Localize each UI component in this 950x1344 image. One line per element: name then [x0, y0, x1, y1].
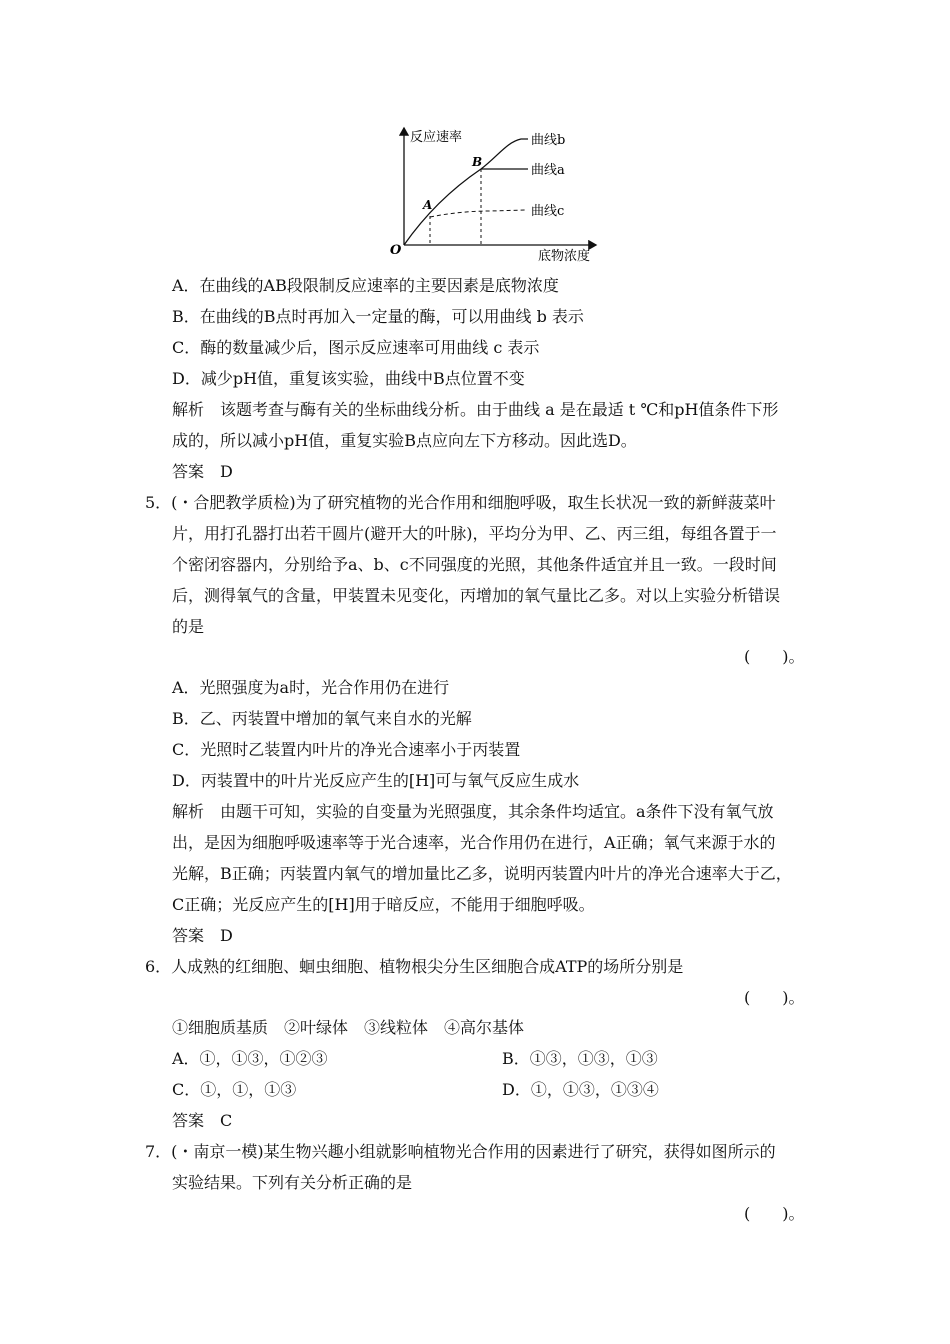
- q5-stem-line-5: 的是: [172, 617, 205, 636]
- q5-analysis-line-1: 解析 由题干可知，实验的自变量为光照强度，其余条件均适宜。a条件下没有氧气放: [172, 802, 774, 821]
- q5-answer: 答案 D: [172, 926, 233, 945]
- q4-answer: 答案 D: [172, 462, 233, 481]
- q5-option-d: D．丙装置中的叶片光反应产生的[H]可与氧气反应生成水: [172, 771, 580, 790]
- q5-analysis-line-3: 光解，B正确；丙装置内氧气的增加量比乙多，说明丙装置内叶片的净光合速率大于乙，: [172, 864, 792, 883]
- q6-items: ①细胞质基质 ②叶绿体 ③线粒体 ④高尔基体: [172, 1018, 525, 1037]
- origin-label: O: [390, 243, 402, 258]
- q6-option-a: A．①，①③，①②③: [172, 1049, 328, 1068]
- q5-stem-line-1: 5．(・合肥教学质检)为了研究植物的光合作用和细胞呼吸，取生长状况一致的新鲜菠菜叶: [145, 493, 776, 512]
- q5-analysis-line-4: C正确；光反应产生的[H]用于暗反应，不能用于细胞呼吸。: [172, 895, 595, 914]
- q4-option-a: A．在曲线的AB段限制反应速率的主要因素是底物浓度: [172, 276, 559, 295]
- point-a-label: A: [423, 198, 433, 212]
- q5-option-c: C．光照时乙装置内叶片的净光合速率小于丙装置: [172, 740, 521, 759]
- x-axis-label: 底物浓度: [538, 249, 591, 264]
- q4-option-d: D．减少pH值，重复该实验，曲线中B点位置不变: [172, 369, 525, 388]
- curve-b: [404, 139, 528, 245]
- curve-c-label: 曲线c: [531, 204, 565, 219]
- q5-option-a: A．光照强度为a时，光合作用仍在进行: [172, 678, 450, 697]
- q5-option-b: B．乙、丙装置中增加的氧气来自水的光解: [172, 709, 472, 728]
- curve-a-label: 曲线a: [531, 163, 565, 178]
- q4-option-c: C．酶的数量减少后，图示反应速率可用曲线 c 表示: [172, 338, 540, 357]
- q5-stem-line-2: 片，用打孔器打出若干圆片(避开大的叶脉)，平均分为甲、乙、丙三组，每组各置于一: [172, 524, 777, 543]
- q5-stem-line-3: 个密闭容器内，分别给予a、b、c不同强度的光照，其他条件适宜并且一致。一段时间: [172, 555, 777, 574]
- q5-answer-blank: ( )。: [744, 647, 805, 666]
- curve-b-label: 曲线b: [531, 133, 566, 148]
- q4-option-b: B．在曲线的B点时再加入一定量的酶，可以用曲线 b 表示: [172, 307, 584, 326]
- q6-option-d: D．①，①③，①③④: [502, 1080, 659, 1099]
- q7-stem-line-1: 7．(・南京一模)某生物兴趣小组就影响植物光合作用的因素进行了研究，获得如图所示的: [145, 1142, 776, 1161]
- q5-stem-line-4: 后，测得氧气的含量，甲装置未见变化，丙增加的氧气量比乙多。对以上实验分析错误: [172, 586, 781, 605]
- q6-answer-blank: ( )。: [744, 988, 805, 1007]
- y-axis-label: 反应速率: [410, 130, 463, 145]
- q4-analysis-line-2: 成的，所以减小pH值，重复实验B点应向左下方移动。因此选D。: [172, 431, 637, 450]
- q4-analysis-line-1: 解析 该题考查与酶有关的坐标曲线分析。由于曲线 a 是在最适 t ℃和pH值条件下形: [172, 400, 779, 419]
- q7-stem-line-2: 实验结果。下列有关分析正确的是: [172, 1173, 413, 1192]
- q5-analysis-line-2: 出，是因为细胞呼吸速率等于光合速率，光合作用仍在进行，A正确；氧气来源于水的: [172, 833, 776, 852]
- q6-stem: 6．人成熟的红细胞、蛔虫细胞、植物根尖分生区细胞合成ATP的场所分别是: [145, 957, 684, 976]
- reaction-rate-figure: [380, 120, 610, 268]
- q6-answer: 答案 C: [172, 1111, 233, 1130]
- q6-option-c: C．①，①，①③: [172, 1080, 297, 1099]
- curve-c: [430, 210, 526, 217]
- q6-option-b: B．①③，①③，①③: [502, 1049, 658, 1068]
- point-b-label: B: [472, 155, 483, 169]
- q7-answer-blank: ( )。: [744, 1204, 805, 1223]
